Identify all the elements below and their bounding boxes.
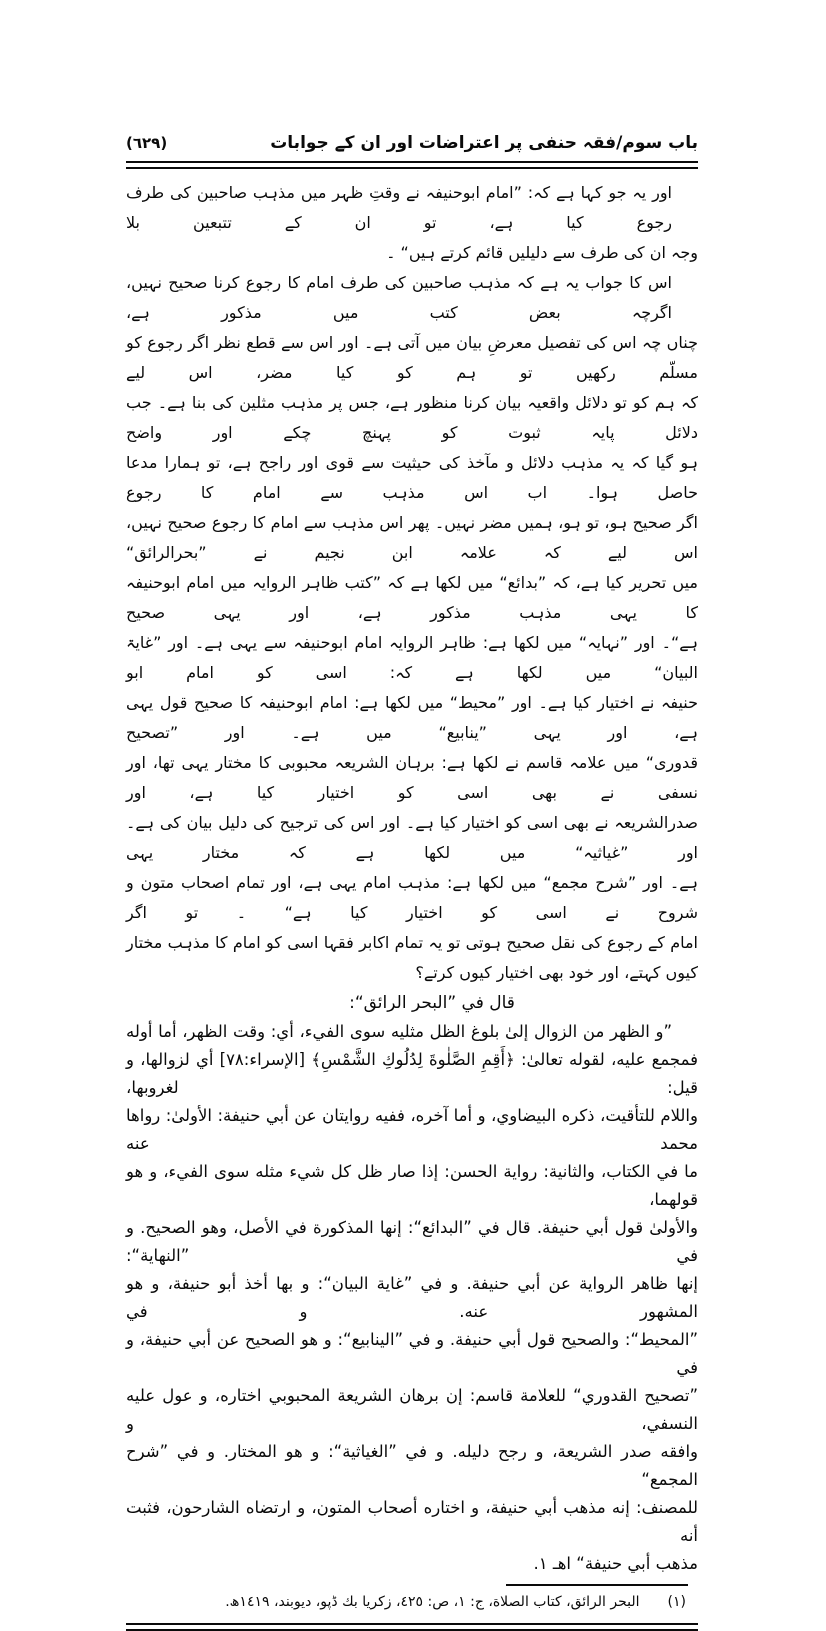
footnote-text: البحر الرائق، کتاب الصلاة، ج: ١، ص: ٤٢٥، زکریا بك ڈپو، دیوبند، ١٤١٩ھ. — [225, 1594, 640, 1610]
arabic-quote-bahr-raiq — [126, 1018, 698, 1578]
text-line: إنها ظاهر الروایة عن أبي حنیفة. و في ”غایة البیان“: و بها أخذ أبو حنیفة، و هو المشهور عنه. و في — [126, 1274, 698, 1321]
text-line: ”تصحیح القدوري“ للعلامة قاسم: إن برهان الشریعة المحبوبي اختاره، و عول علیه النسفي، و — [126, 1386, 698, 1433]
text-line: ہے“۔ اور ”نہایہ“ میں لکھا ہے: ظاہر الروایہ امام ابوحنیفہ سے یہی ہے۔ اور ”غایۃ البیان“ میں لکھا ہے کہ: اسی کو امام ابو — [126, 633, 698, 682]
text-line: ”و الظهر من الزوال إلىٰ بلوغ الظل مثلیه سوى الفيء، أي: وقت الظهر، أما أوله — [126, 1022, 672, 1041]
text-line: مذهب أبي حنیفة“ اهـ ۱. — [533, 1554, 698, 1573]
urdu-paragraph-answer — [126, 268, 698, 988]
footnote-separator — [506, 1584, 688, 1586]
text-line: ما في الکتاب، والثانیة: روایة الحسن: إذا صار ظل کل شيء مثله سوى الفيء، و هو قولهما، — [126, 1162, 698, 1209]
page-header — [126, 130, 698, 156]
text-line: ہے۔ اور ”شرح مجمع“ میں لکھا ہے: مذہب امام یہی ہے، اور تمام اصحاب متون و شروح نے اسی کو اختیار کیا ہے“ ۔ تو اگر — [126, 873, 698, 922]
bottom-rule — [126, 1623, 698, 1631]
text-line: ہو گیا کہ یہ مذہب دلائل و مآخذ کی حیثیت سے قوی اور راجح ہے، تو ہمارا مدعا حاصل ہوا۔ اب اس مذہب سے امام کا رجوع — [126, 453, 698, 502]
footnote — [126, 1591, 698, 1613]
urdu-paragraph-objection — [126, 178, 698, 268]
text-line: والأولىٰ قول أبي حنیفة. قال في ”البدائع“: إنها المذکورة في الأصل، وهو الصحیح. و في ”النهایة“: — [126, 1218, 698, 1265]
text-line: چناں چہ اس کی تفصیل معرضِ بیان میں آتی ہے۔ اور اس سے قطع نظر اگر رجوع کو مسلّم رکھیں تو ہم کو کیا مضر، اس لیے — [126, 333, 698, 382]
chapter-title: باب سوم/فقہ حنفی پر اعتراضات اور ان کے جوابات — [270, 133, 698, 153]
header-rule — [126, 161, 698, 169]
page-number: (٦٢٩) — [126, 134, 168, 152]
text-line: حنیفہ نے اختیار کیا ہے۔ اور ”محیط“ میں لکھا ہے: امام ابوحنیفہ کا صحیح قول یہی ہے، اور یہی ”ینابیع“ میں ہے۔ اور ”تصحیح — [126, 693, 698, 742]
text-line: ”المحیط“: والصحیح قول أبي حنیفة. و في ”الینابیع“: و هو الصحیح عن أبي حنیفة، و في — [126, 1330, 698, 1377]
text-line: کہ ہم کو تو دلائل واقعیہ بیان کرنا منظور ہے، جس پر مذہب مثلین کی بنا ہے۔ جب دلائل پایہ ثبوت کو پہنچ چکے اور واضح — [126, 393, 698, 442]
text-line: للمصنف: إنه مذهب أبي حنیفة، و اختاره أصحاب المتون، و ارتضاه الشارحون، فثبت أنه — [126, 1498, 698, 1545]
text-line: واللام للتأقیت، ذکره البیضاوي، و أما آخره، ففیه روایتان عن أبي حنیفة: الأولىٰ: رواها محمد عنه — [126, 1106, 698, 1153]
quote-source-heading: قال في ”البحر الرائق“: — [349, 993, 515, 1013]
page-body — [126, 178, 698, 1578]
text-line: قدوری“ میں علامہ قاسم نے لکھا ہے: برہان الشریعہ محبوبی کا مختار یہی تھا، اور نسفی نے بھی اسی کو اختیار کیا ہے، اور — [126, 753, 698, 802]
text-line: اگر صحیح ہو، تو ہو، ہمیں مضر نہیں۔ پھر اس مذہب سے امام کا رجوع صحیح نہیں، اس لیے کہ علامہ ابن نجیم نے ”بحرالرائق“ — [126, 513, 698, 562]
text-line: امام کے رجوع کی نقل صحیح ہوتی تو یہ تمام اکابر فقہا اسی کو امام کا مذہب مختار کیوں کہتے، اور خود بھی اختیار کیوں کرتے؟ — [126, 933, 698, 982]
text-line: وافقه صدر الشریعة، و رجح دلیله. و في ”الغیاثیة“: و هو المختار. و في ”شرح المجمع“ — [126, 1442, 698, 1489]
footnote-number: (١) — [667, 1594, 686, 1610]
text-line: اور یہ جو کہا ہے کہ: ”امام ابوحنیفہ نے وقتِ ظہر میں مذہب صاحبین کی طرف رجوع کیا ہے، تو ان کے تتبعین بلا — [126, 183, 672, 232]
text-line: وجہ ان کی طرف سے دلیلیں قائم کرتے ہیں“ ۔ — [386, 243, 698, 262]
footnote-area — [126, 1584, 698, 1613]
text-line: اس کا جواب یہ ہے کہ مذہب صاحبین کی طرف امام کا رجوع کرنا صحیح نہیں، اگرچہ بعض کتب میں مذکور ہے، — [126, 273, 672, 322]
text-line: میں تحریر کیا ہے، کہ ”بدائع“ میں لکھا ہے کہ ”کتب ظاہر الروایہ میں امام ابوحنیفہ کا یہی مذہب مذکور ہے، اور یہی صحیح — [126, 573, 698, 622]
text-line: فمجمع علیه، لقوله تعالىٰ: ﴿أَقِمِ الصَّلٰوةَ لِدُلُوكِ الشَّمْسِ﴾ [الإسراء:٧٨] أي لزوالها، و قیل: لغروبها، — [126, 1050, 698, 1097]
text-line: صدرالشریعہ نے بھی اسی کو اختیار کیا ہے۔ اور اس کی ترجیح کی دلیل بیان کی ہے۔ اور ”غیاثیہ“ میں لکھا ہے کہ مختار یہی — [126, 813, 698, 862]
